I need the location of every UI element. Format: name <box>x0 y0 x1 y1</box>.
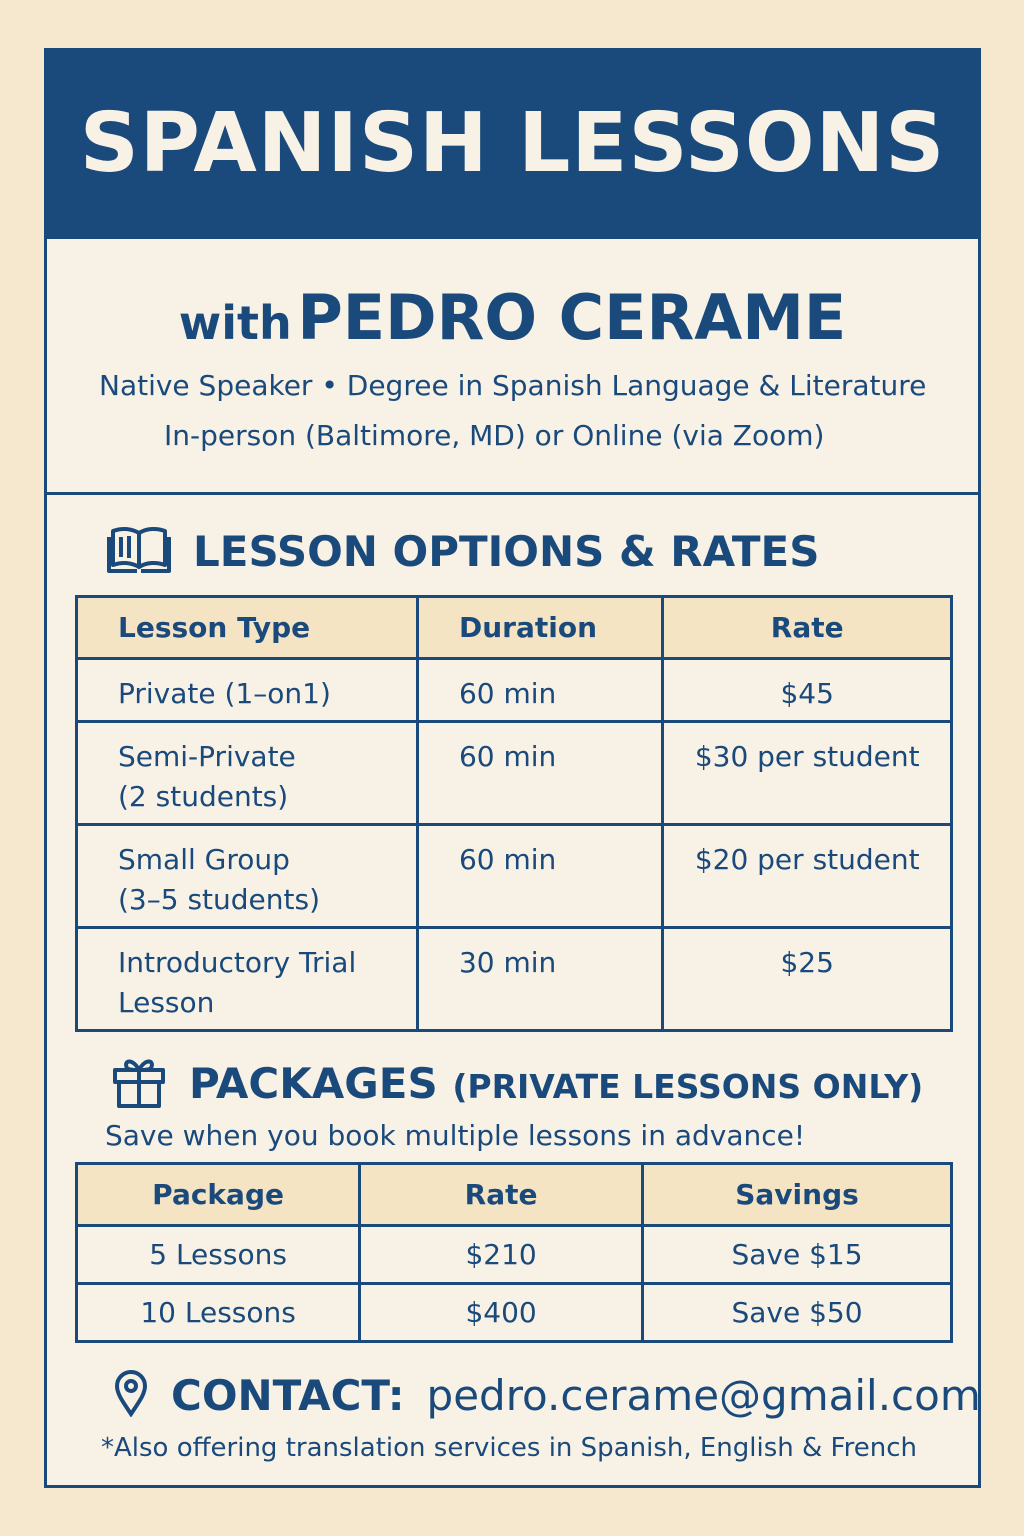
table-row <box>77 928 952 1031</box>
page-title: SPANISH LESSONS <box>79 96 946 191</box>
column-header: Package <box>77 1164 360 1226</box>
with-text: with <box>178 296 292 350</box>
title-banner <box>47 51 978 239</box>
packages-header-row <box>77 1164 952 1226</box>
table-row <box>77 1226 952 1284</box>
rates-header-row <box>77 597 952 659</box>
table-row <box>77 722 952 825</box>
packages-subtitle: Save when you book multiple lessons in advance! <box>105 1119 806 1152</box>
column-header: Rate <box>663 597 952 659</box>
flyer <box>44 48 981 1488</box>
rate-cell: $30 per student <box>663 722 952 825</box>
rates-heading <box>107 523 819 579</box>
book-icon <box>107 523 171 579</box>
table-row <box>77 1284 952 1342</box>
credentials-line: Native Speaker • Degree in Spanish Language & Literature <box>99 369 927 402</box>
contact-line <box>113 1369 981 1421</box>
lesson-type-cell: Semi-Private (2 students) <box>77 722 418 825</box>
location-line: In-person (Baltimore, MD) or Online (via Zoom) <box>164 419 825 452</box>
tutor-line <box>47 281 978 354</box>
savings-cell: Save $50 <box>643 1284 952 1342</box>
lesson-type-cell: Private (1–on1) <box>77 659 418 722</box>
rates-table <box>75 595 953 1032</box>
contact-email-link[interactable]: pedro.cerame@gmail.com <box>426 1370 981 1420</box>
rate-cell: $400 <box>360 1284 643 1342</box>
column-header: Lesson Type <box>77 597 418 659</box>
duration-cell: 30 min <box>417 928 662 1031</box>
package-cell: 10 Lessons <box>77 1284 360 1342</box>
rate-cell: $20 per student <box>663 825 952 928</box>
column-header: Savings <box>643 1164 952 1226</box>
table-row <box>77 825 952 928</box>
duration-cell: 60 min <box>417 825 662 928</box>
rate-cell: $25 <box>663 928 952 1031</box>
footnote: *Also offering translation services in Spanish, English & French <box>101 1433 917 1463</box>
package-cell: 5 Lessons <box>77 1226 360 1284</box>
rate-cell: $45 <box>663 659 952 722</box>
packages-table <box>75 1162 953 1343</box>
duration-cell: 60 min <box>417 659 662 722</box>
rates-title: LESSON OPTIONS & RATES <box>193 526 820 576</box>
intro-section <box>47 239 978 495</box>
packages-heading <box>111 1054 923 1112</box>
duration-cell: 60 min <box>417 722 662 825</box>
column-header: Rate <box>360 1164 643 1226</box>
savings-cell: Save $15 <box>643 1226 952 1284</box>
column-header: Duration <box>417 597 662 659</box>
lesson-type-cell: Introductory Trial Lesson <box>77 928 418 1031</box>
table-row <box>77 659 952 722</box>
tutor-name: PEDRO CERAME <box>297 281 847 354</box>
contact-label: CONTACT: <box>171 1370 405 1420</box>
rate-cell: $210 <box>360 1226 643 1284</box>
lesson-type-cell: Small Group (3–5 students) <box>77 825 418 928</box>
gift-icon <box>111 1054 167 1112</box>
location-pin-icon <box>113 1369 149 1421</box>
packages-title: PACKAGES (PRIVATE LESSONS ONLY) <box>189 1058 924 1108</box>
